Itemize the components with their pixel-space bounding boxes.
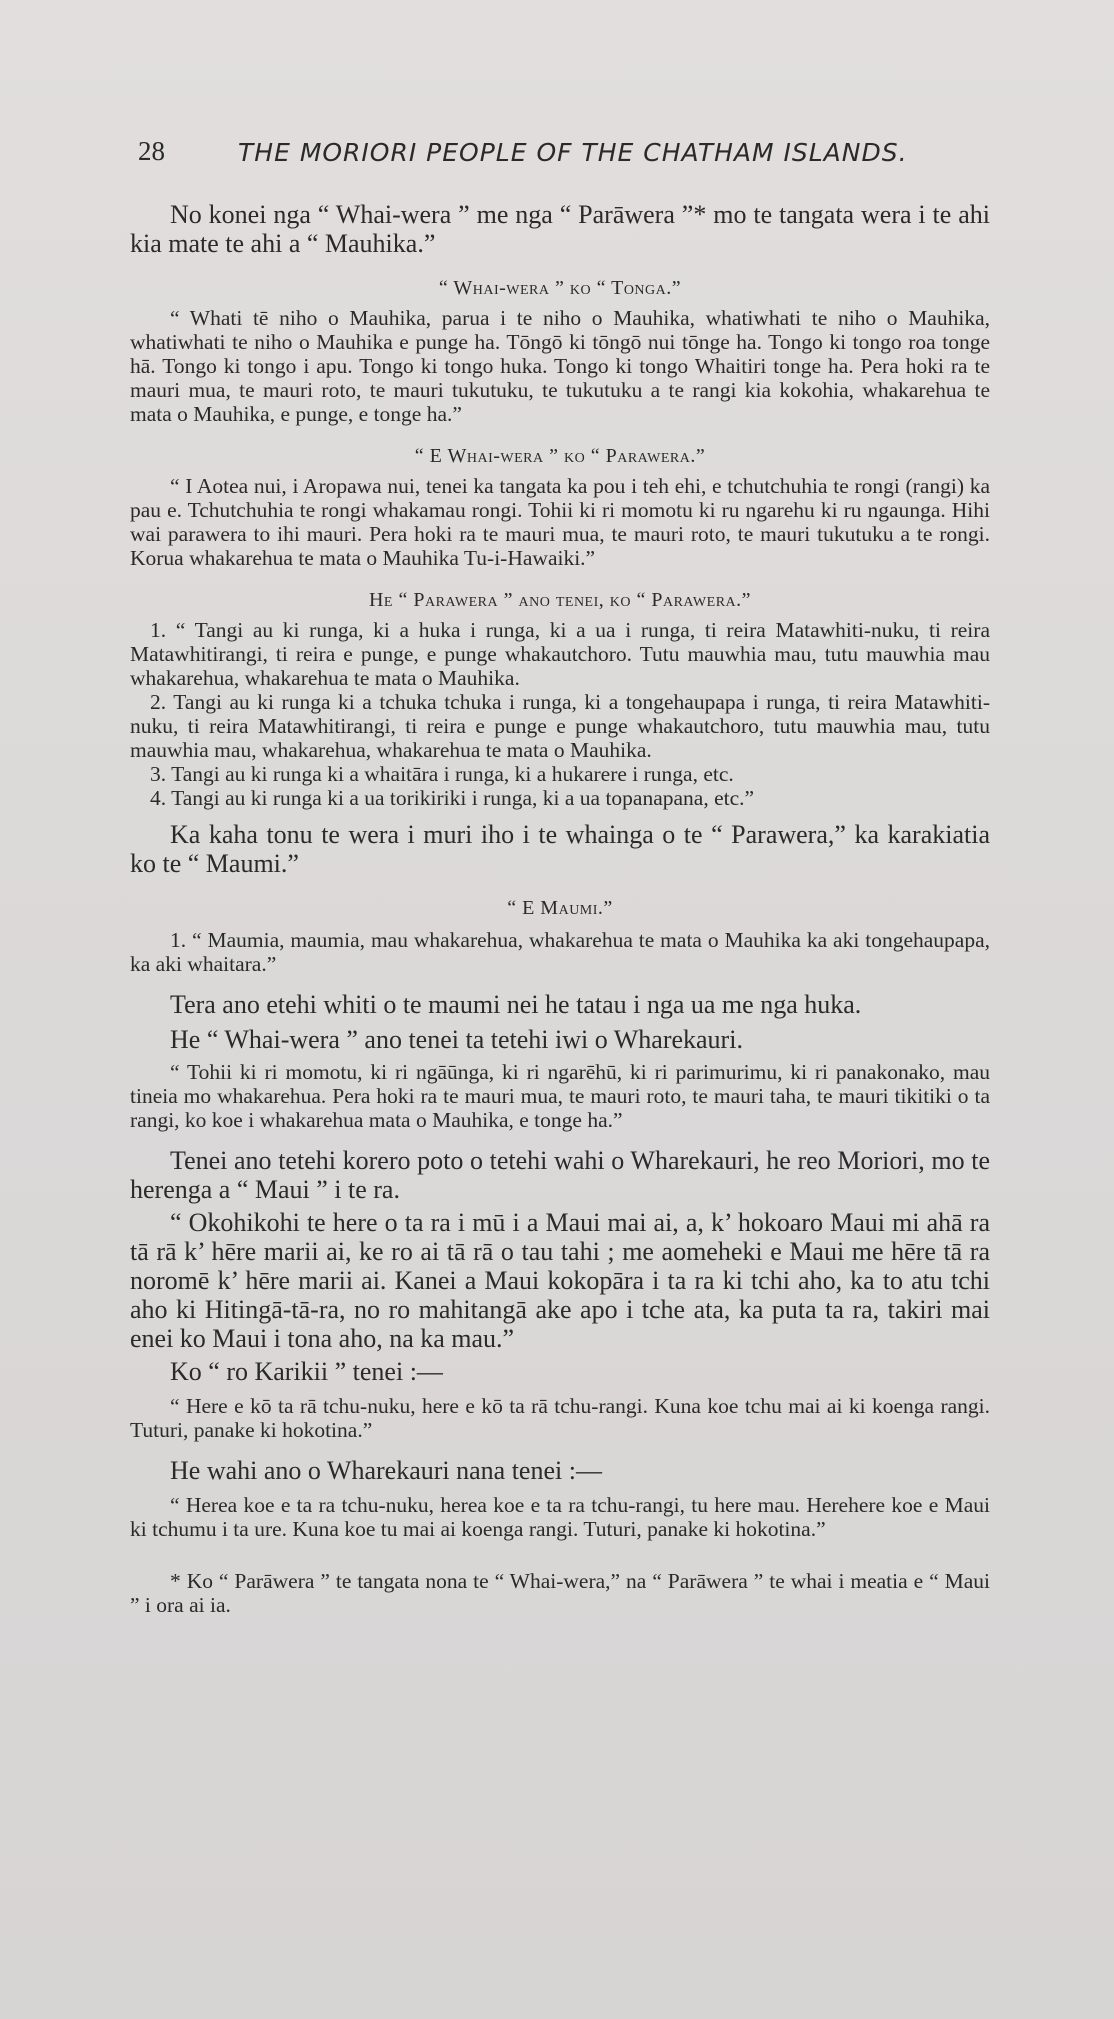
intro-paragraph: No konei nga “ Whai-wera ” me nga “ Parāwera ”* mo te tangata wera i te ahi kia mate te ahi a “ Mauhika.” <box>130 200 990 258</box>
chant-list <box>130 618 990 810</box>
section-heading-parawera-ano: He “ Parawera ” ano tenei, ko “ Parawera.” <box>368 589 752 611</box>
page-number: 28 <box>138 136 165 166</box>
body-paragraph: Tera ano etehi whiti o te maumi nei he tatau i nga ua me nga huka. <box>170 990 862 1019</box>
section-heading-tonga: “ Whai-wera ” ko “ Tonga.” <box>438 277 682 299</box>
chant-paragraph: “ Herea koe e ta ra tchu-nuku, herea koe e ta ra tchu-rangi, tu here mau. Herehere koe e Maui ki tchumu i ta ure. Kuna koe tu mai ai koenga rangi. Tuturi, panake ki hokotina.” <box>130 1493 990 1541</box>
section-heading-parawera: “ E Whai-wera ” ko “ Parawera.” <box>414 445 706 467</box>
body-paragraph: “ Okohikohi te here o ta ra i mū i a Maui mai ai, a, k’ hokoaro Maui mi ahā ra tā rā k’ hēre marii ai, ke ro ai tā rā o tau tahi ; me aomeheki e Maui me hēre tā ra noromē k’ hēre marii ai. Kanei a Maui kokopāra i ta ra ki tchi aho, ka to atu tchi aho ki Hitingā-tā-ra, no ro mahitangā ake apo i tche ata, ka puta ta ra, takiri mai enei ko Maui i tona aho, na ka mau.” <box>130 1208 990 1353</box>
body-paragraph: He “ Whai-wera ” ano tenei ta tetehi iwi o Wharekauri. <box>170 1025 743 1054</box>
chant-paragraph: “ Tohii ki ri momotu, ki ri ngāūnga, ki ri ngarēhū, ki ri parimurimu, ki ri panakonako, mau tineia mo whakarehua. Pera hoki ra te mauri mua, te mauri roto, te mauri taha, te mauri tikitiki o ta rangi, ko koe i whakarehua mata o Mauhika, e tonge ha.” <box>130 1060 990 1132</box>
section-heading-maumi: “ E Maumi.” <box>507 897 613 919</box>
running-head: THE MORIORI PEOPLE OF THE CHATHAM ISLANDS. <box>238 138 908 167</box>
body-paragraph: Ka kaha tonu te wera i muri iho i te whainga o te “ Parawera,” ka karakiatia ko te “ Maumi.” <box>130 820 990 878</box>
chant-paragraph: “ I Aotea nui, i Aropawa nui, tenei ka tangata ka pou i teh ehi, e tchutchuhia te rongi (rangi) ka pau e. Tchutchuhia te rongi whakamau rongi. Tohii ki ri momotu ki ru ngarehu ki ru ngaunga. Hihi wai parawera to ihi mauri. Pera hoki ra te mauri mua, te mauri roto, te mauri tukutuku a te rongi. Korua whakarehua te mata o Mauhika Tu-i-Hawaiki.” <box>130 474 990 570</box>
chant-paragraph: “ Whati tē niho o Mauhika, parua i te niho o Mauhika, whatiwhati te niho o Mauhika, whatiwhati te niho o Mauhika e punge ha. Tōngō ki tōngō nui tōnge ha. Tongo ki tongo roa tonge hā. Tongo ki tongo i apu. Tongo ki tongo huka. Tongo ki tongo Whaitiri tonge ha. Pera hoki ra te mauri mua, te mauri roto, te mauri tukutuku, te tukutuku a te rangi kia kokohia, whakarehua te mata o Mauhika, e punge, e tonge ha.” <box>130 306 990 426</box>
chant-list-item: 2. Tangi au ki runga ki a tchuka tchuka i runga, ki a tongehaupapa i runga, ti reira Matawhiti-nuku, ti reira Matawhitirangi, ti reira e punge e punge whakautchoro, tutu mauwhia mau, tutu mauwhia mau, whakarehua, whakarehua te mata o Mauhika. <box>130 690 990 762</box>
chant-paragraph: 1. “ Maumia, maumia, mau whakarehua, whakarehua te mata o Mauhika ka aki tongehaupapa, ka aki whaitara.” <box>130 928 990 976</box>
body-paragraph: Ko “ ro Karikii ” tenei :— <box>170 1357 443 1386</box>
body-paragraph: He wahi ano o Wharekauri nana tenei :— <box>170 1456 602 1485</box>
chant-list-item: 3. Tangi au ki runga ki a whaitāra i runga, ki a hukarere i runga, etc. <box>150 762 734 786</box>
footnote: * Ko “ Parāwera ” te tangata nona te “ Whai-wera,” na “ Parāwera ” te whai i meatia e “ Maui ” i ora ai ia. <box>130 1569 990 1617</box>
chant-list-item: 4. Tangi au ki runga ki a ua torikiriki i runga, ki a ua topanapana, etc.” <box>150 786 755 810</box>
body-paragraph: Tenei ano tetehi korero poto o tetehi wahi o Wharekauri, he reo Moriori, mo te herenga a “ Maui ” i te ra. <box>130 1146 990 1204</box>
page-header <box>138 132 1018 182</box>
page-body <box>130 200 990 1617</box>
chant-paragraph: “ Here e kō ta rā tchu-nuku, here e kō ta rā tchu-rangi. Kuna koe tchu mai ai ki koenga rangi. Tuturi, panake ki hokotina.” <box>130 1394 990 1442</box>
chant-list-item: 1. “ Tangi au ki runga, ki a huka i runga, ki a ua i runga, ti reira Matawhiti-nuku, ti reira Matawhitirangi, ti reira e punge, e punge whakautchoro. Tutu mauwhia mau, tutu mauwhia mau whakarehua, whakarehua te mata o Mauhika. <box>130 618 990 690</box>
